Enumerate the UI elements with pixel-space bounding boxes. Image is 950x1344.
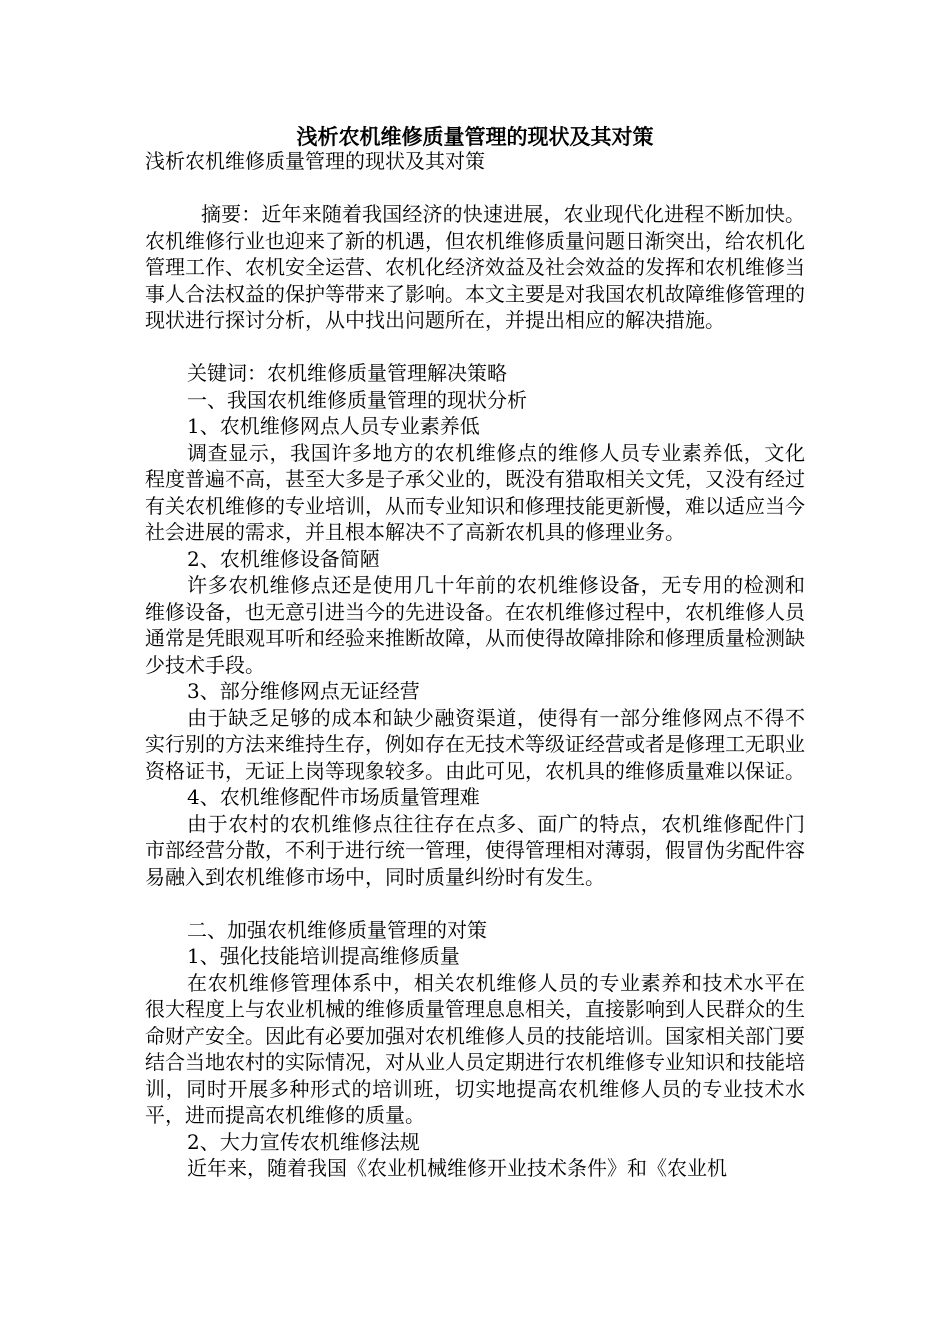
keywords-line: 关键词：农机维修质量管理解决策略 xyxy=(187,361,507,385)
spacer xyxy=(145,334,805,361)
subsection-heading: 2、农机维修设备简陋 xyxy=(187,546,380,571)
spacer xyxy=(145,175,805,202)
document-subtitle: 浅析农机维修质量管理的现状及其对策 xyxy=(145,149,485,173)
subsection-heading: 1、农机维修网点人员专业素养低 xyxy=(187,414,480,438)
section-1-heading: 一、我国农机维修质量管理的现状分析 xyxy=(187,387,527,412)
body-paragraph: 由于缺乏足够的成本和缺少融资渠道，使得有一部分维修网点不得不实行别的方法来维持生存，例如存在无技术等级证经营或者是修理工无职业资格证书，无证上岗等现象较多。由此可见，农机具的维修质量难以保证。 xyxy=(145,705,805,783)
body-paragraph: 在农机维修管理体系中，相关农机维修人员的专业素养和技术水平在很大程度上与农业机械的维修质量管理息息相关，直接影响到人民群众的生命财产安全。因此有必要加强对农机维修人员的技能培训。国家相关部门要结合当地农村的实际情况，对从业人员定期进行农机维修专业知识和技能培训，同时开展多种形式的培训班，切实地提高农机维修人员的专业技术水平，进而提高农机维修的质量。 xyxy=(145,970,805,1127)
section-2-heading: 二、加强农机维修质量管理的对策 xyxy=(187,917,487,942)
subsection-heading: 3、部分维修网点无证经营 xyxy=(187,679,420,703)
abstract-paragraph: 摘要：近年来随着我国经济的快速进展，农业现代化进程不断加快。农机维修行业也迎来了新的机遇，但农机维修质量问题日渐突出，给农机化管理工作、农机安全运营、农机化经济效益及社会效益的发挥和农机维修当事人合法权益的保护等带来了影响。本文主要是对我国农机故障维修管理的现状进行探讨分析，从中找出问题所在，并提出相应的解决措施。 xyxy=(145,202,805,332)
document-title: 浅析农机维修质量管理的现状及其对策 xyxy=(296,124,654,149)
document-body xyxy=(145,148,805,1182)
body-paragraph: 许多农机维修点还是使用几十年前的农机维修设备，无专用的检测和维修设备，也无意引进当今的先进设备。在农机维修过程中，农机维修人员通常是凭眼观耳听和经验来推断故障，从而使得故障排除和修理质量检测缺少技术手段。 xyxy=(145,573,805,677)
subsection-heading: 2、大力宣传农机维修法规 xyxy=(187,1129,420,1154)
subsection-heading: 4、农机维修配件市场质量管理难 xyxy=(187,785,480,809)
spacer xyxy=(145,890,805,917)
body-paragraph: 由于农村的农机维修点往往存在点多、面广的特点，农机维修配件门市部经营分散，不利于进行统一管理，使得管理相对薄弱，假冒伪劣配件容易融入到农机维修市场中，同时质量纠纷时有发生。 xyxy=(145,811,805,889)
body-paragraph: 调查显示，我国许多地方的农机维修点的维修人员专业素养低，文化程度普遍不高，甚至大多是子承父业的，既没有猎取相关文凭，又没有经过有关农机维修的专业培训，从而专业知识和修理技能更新慢，难以适应当今社会进展的需求，并且根本解决不了高新农机具的修理业务。 xyxy=(145,440,805,544)
body-paragraph: 近年来，随着我国《农业机械维修开业技术条件》和《农业机 xyxy=(187,1156,727,1180)
subsection-heading: 1、强化技能培训提高维修质量 xyxy=(187,944,460,968)
